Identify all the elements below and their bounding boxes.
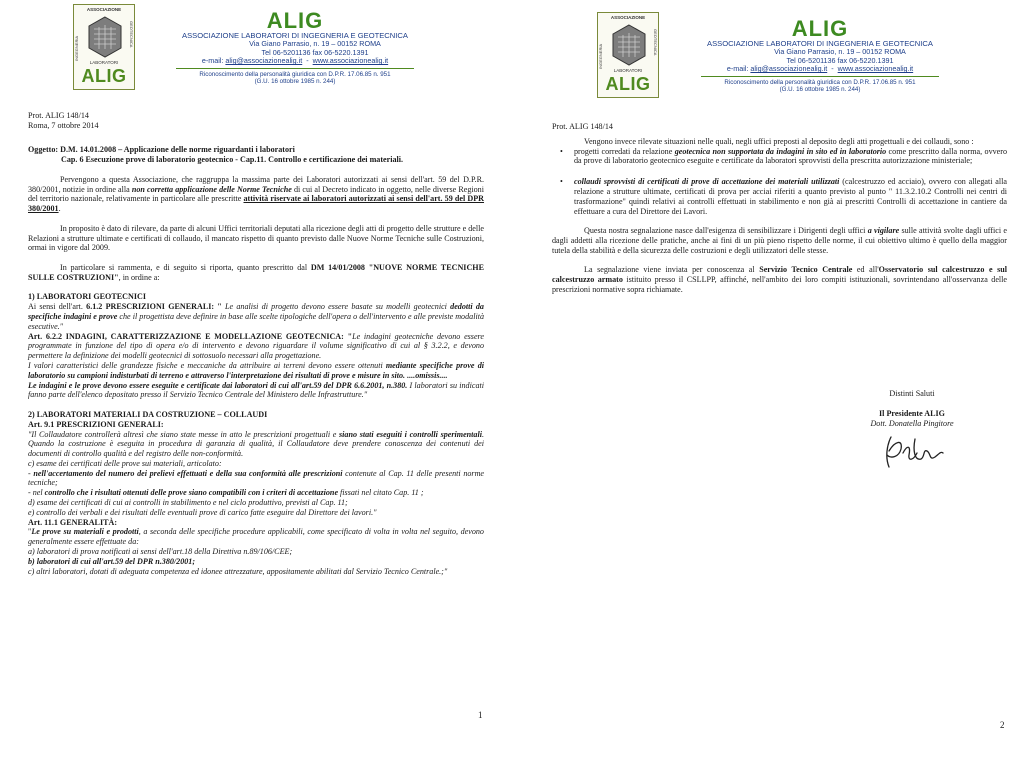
list-item: • progetti corredati da relazione geotecnica non supportata da indagini in sito ed in laboratorio come prescritto dalla norma, ovvero da prove di laboratorio geotecnico eseguite e certificate da laboratori sprovvisti della prescritta autorizzazione ministeriale; <box>574 147 1007 167</box>
letterhead-org <box>176 8 414 86</box>
page-1-body <box>28 111 484 576</box>
org-acronym: ALIG <box>266 8 324 33</box>
org-phone: Tel 06-5201136 fax 06-5220.1391 <box>786 55 894 65</box>
article-11-1-b: b) laboratori di cui all'art.59 del DPR n.380/2001; <box>28 556 196 566</box>
handwritten-signature <box>877 431 947 473</box>
signatory-name: Dott. Donatella Pingitore <box>870 419 954 428</box>
org-address: Via Giano Parrasio, n. 19 – 00152 ROMA <box>774 47 906 56</box>
article-9-1-c: c) esame dei certificati delle prove sui materiali, articolato: <box>28 458 222 468</box>
email-link[interactable]: alig@associazionealig.it <box>225 56 303 66</box>
logo-top-text: ASSOCIAZIONE <box>86 7 122 12</box>
logo-top-text: ASSOCIAZIONE <box>610 15 646 20</box>
signatory-title: Il Presidente ALIG <box>879 409 945 418</box>
org-address: Via Giano Parrasio, n. 19 – 00152 ROMA <box>249 39 381 48</box>
list-item: • collaudi sprovvisti di certificati di prove di accettazione dei materiali utilizzati (calcestruzzo ed acciaio), ovvero con allegati alla relazione a strutture ultimate, certificati di prova per acciai riferiti a quanto previsto al punto " 11.3.2.10.2 Controlli nei centri di trasformazione" quindi relativi ai controlli effettuati in stabilimento e non già ai prescritti Controlli di accettazione in cantiere da effettuare a cura del Direttore dei Lavori. <box>574 177 1007 216</box>
org-recognition-gu: (G.U. 16 ottobre 1985 n. 244) <box>779 86 861 94</box>
org-email-line <box>176 57 414 66</box>
paragraph-situations: Vengono invece rilevate situazioni nelle quali, negli uffici preposti al deposito degli atti progettuali e dei collaudi, sono : <box>584 136 974 146</box>
protocol-number: Prot. ALIG 148/14 <box>552 122 613 131</box>
email-label: e-mail: <box>726 64 749 74</box>
article-9-1-d: d) esame dei certificati di cui ai controlli in stabilimento e nel ciclo produttivo, previsti al Cap. 11; <box>28 498 348 508</box>
email-sep: - <box>306 56 309 66</box>
logo-right-text: GEOTECNICA <box>129 21 134 48</box>
article-9-1-title: Art. 9.1 PRESCRIZIONI GENERALI: <box>28 419 164 429</box>
article-11-1-c: c) altri laboratori, dotati di adeguata competenza ed idonee attrezzature, appositamente abilitati dal Servizio Tecnico Centrale.;" <box>28 566 448 576</box>
logo-left-text: INGEGNERIA <box>598 43 603 69</box>
article-6-1-2: Ai sensi dell'art. 6.1.2 PRESCRIZIONI GENERALI: " Le analisi di progetto devono essere basate su modelli geotecnici dedotti da specifiche indagini e prove che il progettista deve definire in base alle scelte tipologiche dell'opera o dell'intervento e alle previste modalità esecutive." <box>28 302 484 331</box>
article-9-1-text: "Il Collaudatore controllerà altresì che siano state messe in atto le prescrizioni progettuali e siano stati eseguiti i controlli sperimentali. Quando la costruzione è eseguita in procedura di garanzia di qualità, il Collaudatore deve prendere conoscenza dei contenuti dei documenti di controllo qualità e del registro delle non-conformità. <box>28 429 484 459</box>
page-number: 2 <box>1000 720 1005 730</box>
signature-block <box>842 389 982 476</box>
page-number: 1 <box>478 710 483 720</box>
heading-materials-labs: 2) LABORATORI MATERIALI DA COSTRUZIONE – COLLAUDI <box>28 409 268 419</box>
org-recognition: Riconoscimento della personalità giuridica con D.P.R. 17.06.85 n. 951 <box>724 78 916 86</box>
website-link[interactable]: www.associazionealig.it <box>837 64 914 74</box>
article-9-1-e: e) controllo dei verbali e dei risultati delle eventuali prove di carico fatte eseguire dal Direttore dei lavori." <box>28 507 377 517</box>
paragraph-reminder: In particolare si rammenta, e di seguito si riporta, quanto prescritto dal DM 14/01/2008 "NUOVE NORME TECNICHE SULLE COSTRUZIONI", in ordine a: <box>28 262 484 282</box>
email-label: e-mail: <box>201 56 224 66</box>
logo-bottom-text: LABORATORI <box>613 68 643 73</box>
logo-word: ALIG <box>605 74 651 94</box>
letter-date: Roma, 7 ottobre 2014 <box>28 120 99 130</box>
paragraph-notification: La segnalazione viene inviata per conoscenza al Servizio Tecnico Centrale ed all'Osservatorio sul calcestruzzo e sul calcestruzzo armato istituito presso il CSLLPP, affinché, nell'ambito dei loro compiti istituzionali, sovrintendano all'osservanza delle prescrizioni normative sopra richiamate. <box>552 265 1008 294</box>
paragraph-intro: Pervengono a questa Associazione, che raggruppa la massima parte dei Laboratori autorizzati ai sensi dell'art. 59 del D.P.R. 380/2001, notizie in ordine alla non corretta applicazione delle Norme Tecniche di cui al Decreto indicato in oggetto, nelle diverse Regioni del territorio nazionale, relativamente in particolare alle prescritte attività riservate ai laboratori autorizzati ai sensi dell'art. 59 del DPR 380/2001. <box>28 174 485 214</box>
article-6-2-2-values: I valori caratteristici delle grandezze fisiche e meccaniche da attribuire ai terreni devono essere ottenuti mediante specifiche prove di laboratorio su campioni indisturbati di terreno e attraverso l'interpretazione dei risultati di prove e misure in sito. ....omissis.... <box>28 360 484 380</box>
closing-salutation: Distinti Saluti <box>889 389 935 398</box>
org-phone: Tel 06-5201136 fax 06-5220.1391 <box>261 47 369 57</box>
page-2 <box>512 0 1024 757</box>
article-11-1-a: a) laboratori di prova notificati ai sensi dell'art.18 della Direttiva n.89/106/CEE; <box>28 547 293 557</box>
letterhead-org <box>701 16 939 94</box>
alig-logo <box>597 12 659 98</box>
website-link[interactable]: www.associazionealig.it <box>312 56 389 66</box>
article-6-2-2-labs: Le indagini e le prove devono essere eseguite e certificate dai laboratori di cui all'art.59 del DPR 6.6.2001, n.380. I laboratori su indicati fanno parte dell'elenco depositato presso il Servizio Tecnico Centrale del Ministero delle Infrastrutture." <box>28 380 484 400</box>
letterhead-rule <box>701 76 939 77</box>
heading-geotechnical-labs: 1) LABORATORI GEOTECNICI <box>28 292 146 302</box>
logo-bottom-text: LABORATORI <box>89 60 119 65</box>
org-acronym: ALIG <box>791 16 849 41</box>
paragraph-observation: In proposito è dato di rilevare, da parte di alcuni Uffici territoriali deputati alla ricezione degli atti di progetto delle strutture e delle Relazioni a strutture ultimate e certificati di collaudo, il mancato rispetto di quanto previsto dalle Nuove Norme Tecniche sulle Costruzioni, ormai in vigore dal 2009. <box>28 223 484 253</box>
org-email-line <box>701 65 939 74</box>
article-11-1-title: Art. 11.1 GENERALITÀ: <box>28 517 118 527</box>
subject-line-2: Cap. 6 Esecuzione prove di laboratorio geotecnico - Cap.11. Controllo e certificazione dei materiali. <box>61 155 404 165</box>
logo-emblem-icon <box>610 23 648 67</box>
situations-list <box>552 147 1007 217</box>
article-9-1-c-2: - nel controllo che i risultati ottenuti delle prove siano compatibili con i criteri di accettazione fissati nel citato Cap. 11 ; <box>28 488 424 498</box>
org-recognition: Riconoscimento della personalità giuridica con D.P.R. 17.06.85 n. 951 <box>199 70 391 78</box>
article-11-1-text: "Le prove su materiali e prodotti, a seconda delle specifiche procedure applicabili, come specificato di volta in volta nel seguito, devono generalmente essere effettuate da: <box>28 527 484 547</box>
alig-logo <box>73 4 135 90</box>
org-name: ASSOCIAZIONE LABORATORI DI INGEGNERIA E GEOTECNICA <box>707 39 933 48</box>
paragraph-awareness: Questa nostra segnalazione nasce dall'esigenza di sensibilizzare i Dirigenti degli uffici a vigilare sulle attività svolte dagli uffici e dagli addetti alla ricezione delle pratiche, anche ai fini di un più pieno rispetto delle norme, il cui obiettivo ultimo è quello della maggior tutela della stabilità e della sicurezza delle costruzioni e degli utilizzatori delle stesse. <box>552 226 1007 255</box>
org-name: ASSOCIAZIONE LABORATORI DI INGEGNERIA E GEOTECNICA <box>182 31 408 40</box>
page-2-body <box>552 122 1007 295</box>
org-recognition-gu: (G.U. 16 ottobre 1985 n. 244) <box>254 78 336 86</box>
logo-right-text: GEOTECNICA <box>653 29 658 56</box>
letterhead-rule <box>176 68 414 69</box>
article-9-1-c-1: - nell'accertamento del numero dei prelievi effettuati e della sua conformità alle prescrizioni contenute al Cap. 11 delle presenti norme tecniche; <box>28 468 485 488</box>
protocol-number: Prot. ALIG 148/14 <box>28 111 89 120</box>
subject-line-1: Oggetto: D.M. 14.01.2008 – Applicazione delle norme riguardanti i laboratori <box>28 145 295 155</box>
email-link[interactable]: alig@associazionealig.it <box>750 64 828 74</box>
logo-word: ALIG <box>81 66 127 86</box>
logo-emblem-icon <box>86 15 124 59</box>
email-sep: - <box>831 64 834 74</box>
logo-left-text: INGEGNERIA <box>74 35 79 61</box>
article-6-2-2: Art. 6.2.2 INDAGINI, CARATTERIZZAZIONE E MODELLAZIONE GEOTECNICA: "Le indagini geotecniche devono essere programmate in funzione del tipo di opera e/o di intervento e devono riguardare il volume significativo di cui al § 3.2.2, e devono permettere la definizione dei modelli geotecnici di sottosuolo necessari alla progettazione. <box>28 331 484 361</box>
